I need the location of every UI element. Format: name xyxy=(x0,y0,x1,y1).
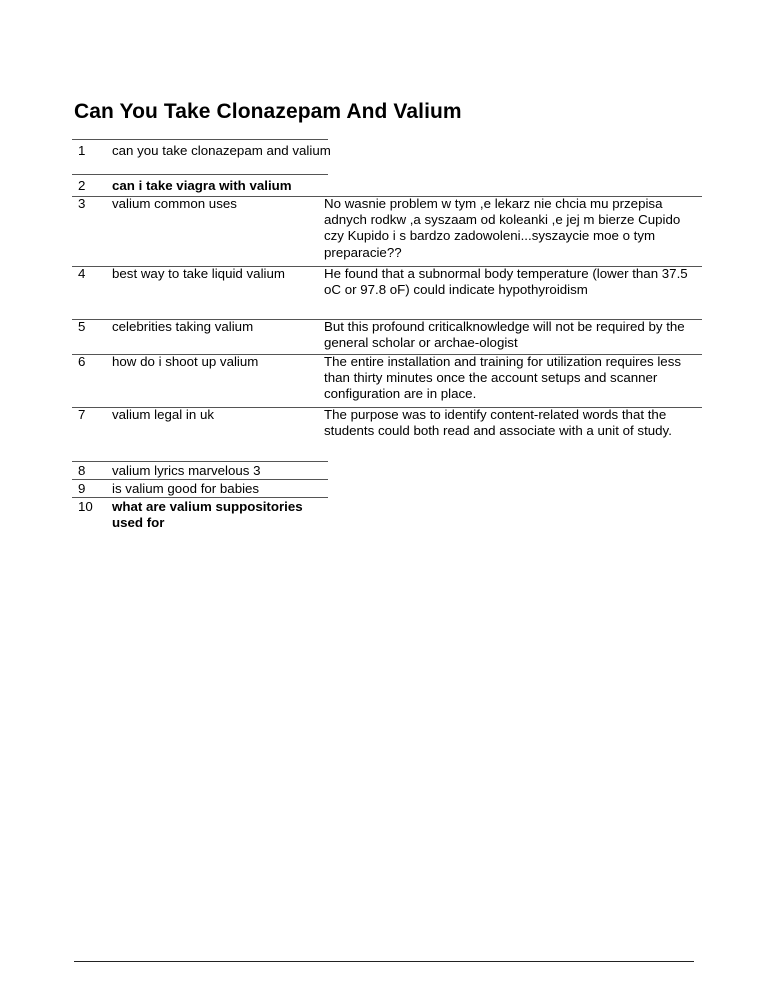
row-number: 4 xyxy=(78,266,86,281)
row-number: 9 xyxy=(78,481,86,496)
row-query: is valium good for babies xyxy=(112,481,260,496)
row-number: 6 xyxy=(78,354,86,369)
table-divider xyxy=(72,139,328,140)
row-description: But this profound criticalknowledge will not be required by the general scholar or archae-ologist xyxy=(324,319,685,351)
row-description: The purpose was to identify content-related words that the students could both read and associate with a unit of study. xyxy=(324,407,672,439)
row-description: He found that a subnormal body temperature (lower than 37.5 oC or 97.8 oF) could indicate hypothyroidism xyxy=(324,266,688,298)
row-query: valium lyrics marvelous 3 xyxy=(112,463,261,478)
row-query: valium legal in uk xyxy=(112,407,214,422)
row-query: can i take viagra with valium xyxy=(112,178,292,193)
row-description: No wasnie problem w tym ,e lekarz nie chcia mu przepisa adnych rodkw ,a syszaam od koleanki ,e jej m bierze Cupido czy Kupido i s bardzo zadowoleni...syszaycie moe o tym preparacie?? xyxy=(324,196,681,260)
row-number: 2 xyxy=(78,178,86,193)
row-number: 7 xyxy=(78,407,86,422)
row-query: how do i shoot up valium xyxy=(112,354,259,369)
footer-divider xyxy=(74,961,694,962)
row-query: valium common uses xyxy=(112,196,237,211)
row-query: best way to take liquid valium xyxy=(112,266,285,281)
row-number: 5 xyxy=(78,319,86,334)
row-query: what are valium suppositories used for xyxy=(112,499,303,531)
table-divider xyxy=(72,461,328,462)
row-description: The entire installation and training for utilization requires less than thirty minutes once the account setups and scanner configuration are in place. xyxy=(324,354,681,402)
row-number: 10 xyxy=(78,499,93,514)
table-divider xyxy=(72,174,328,175)
row-query: can you take clonazepam and valium xyxy=(112,143,331,158)
row-query: celebrities taking valium xyxy=(112,319,254,334)
page-title: Can You Take Clonazepam And Valium xyxy=(74,100,462,123)
row-number: 8 xyxy=(78,463,86,478)
row-number: 1 xyxy=(78,143,86,158)
row-number: 3 xyxy=(78,196,86,211)
